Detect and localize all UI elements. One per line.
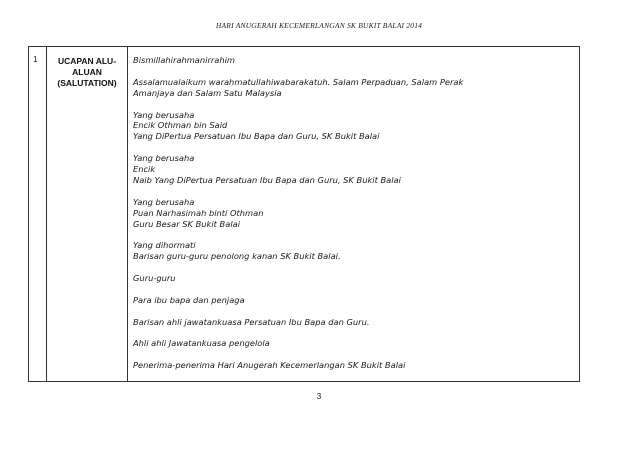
salutation-block [133,360,573,371]
salutation-line: Puan Narhasimah binti Othman [133,207,264,218]
salutation-block [133,55,573,66]
salutation-block [133,240,573,262]
salutation-line: Yang berusaha [133,109,195,120]
salutation-block [133,110,573,143]
salutation-block [133,153,573,186]
column-divider [46,47,47,381]
salutation-table [28,46,580,382]
salutation-line: Yang dihormati [133,240,196,251]
salutation-line: Guru Besar SK Bukit Balai [133,218,241,229]
salutation-content [133,55,573,371]
label-line: ALUAN [72,67,102,77]
salutation-line: Para ibu bapa dan penjaga [133,294,245,305]
salutation-block [133,273,573,284]
salutation-line: Encik [133,164,156,175]
label-line: UCAPAN ALU- [57,56,117,66]
salutation-line: Penerima-penerima Hari Anugerah Kecemerlangan SK Bukit Balai [133,360,406,371]
salutation-line: Yang berusaha [133,153,195,164]
salutation-line: Bismillahirahmanirrahim [133,55,236,65]
salutation-line: Barisan guru-guru penolong kanan SK Bukit Balai. [133,251,341,262]
salutation-line: Assalamualaikum warahmatullahiwabarakatuh. Salam Perpaduan, Salam Perak [133,76,464,87]
column-divider [127,47,128,381]
salutation-line: Barisan ahli jawatankuasa Persatuan Ibu Bapa dan Guru. [133,316,370,327]
label-line: (SALUTATION) [57,78,117,88]
salutation-block [133,338,573,349]
document-header: HARI ANUGERAH KECEMERLANGAN SK BUKIT BALAI 2014 [215,21,423,30]
salutation-line: Guru-guru [133,273,176,284]
salutation-line: Yang berusaha [133,196,195,207]
salutation-block [133,295,573,306]
salutation-line: Amanjaya dan Salam Satu Malaysia [133,87,282,98]
salutation-line: Ahli ahli Jawatankuasa pengelola [133,338,270,349]
salutation-block [133,77,573,99]
section-label [47,56,127,89]
salutation-block [133,317,573,328]
salutation-line: Yang DiPertua Persatuan Ibu Bapa dan Guru, SK Bukit Balai [133,131,380,142]
salutation-line: Encik Othman bin Said [133,120,228,131]
salutation-line: Naib Yang DiPertua Persatuan Ibu Bapa dan Guru, SK Bukit Balai [133,174,401,185]
salutation-block [133,197,573,230]
page-number: 3 [316,392,322,401]
row-number: 1 [33,55,38,64]
